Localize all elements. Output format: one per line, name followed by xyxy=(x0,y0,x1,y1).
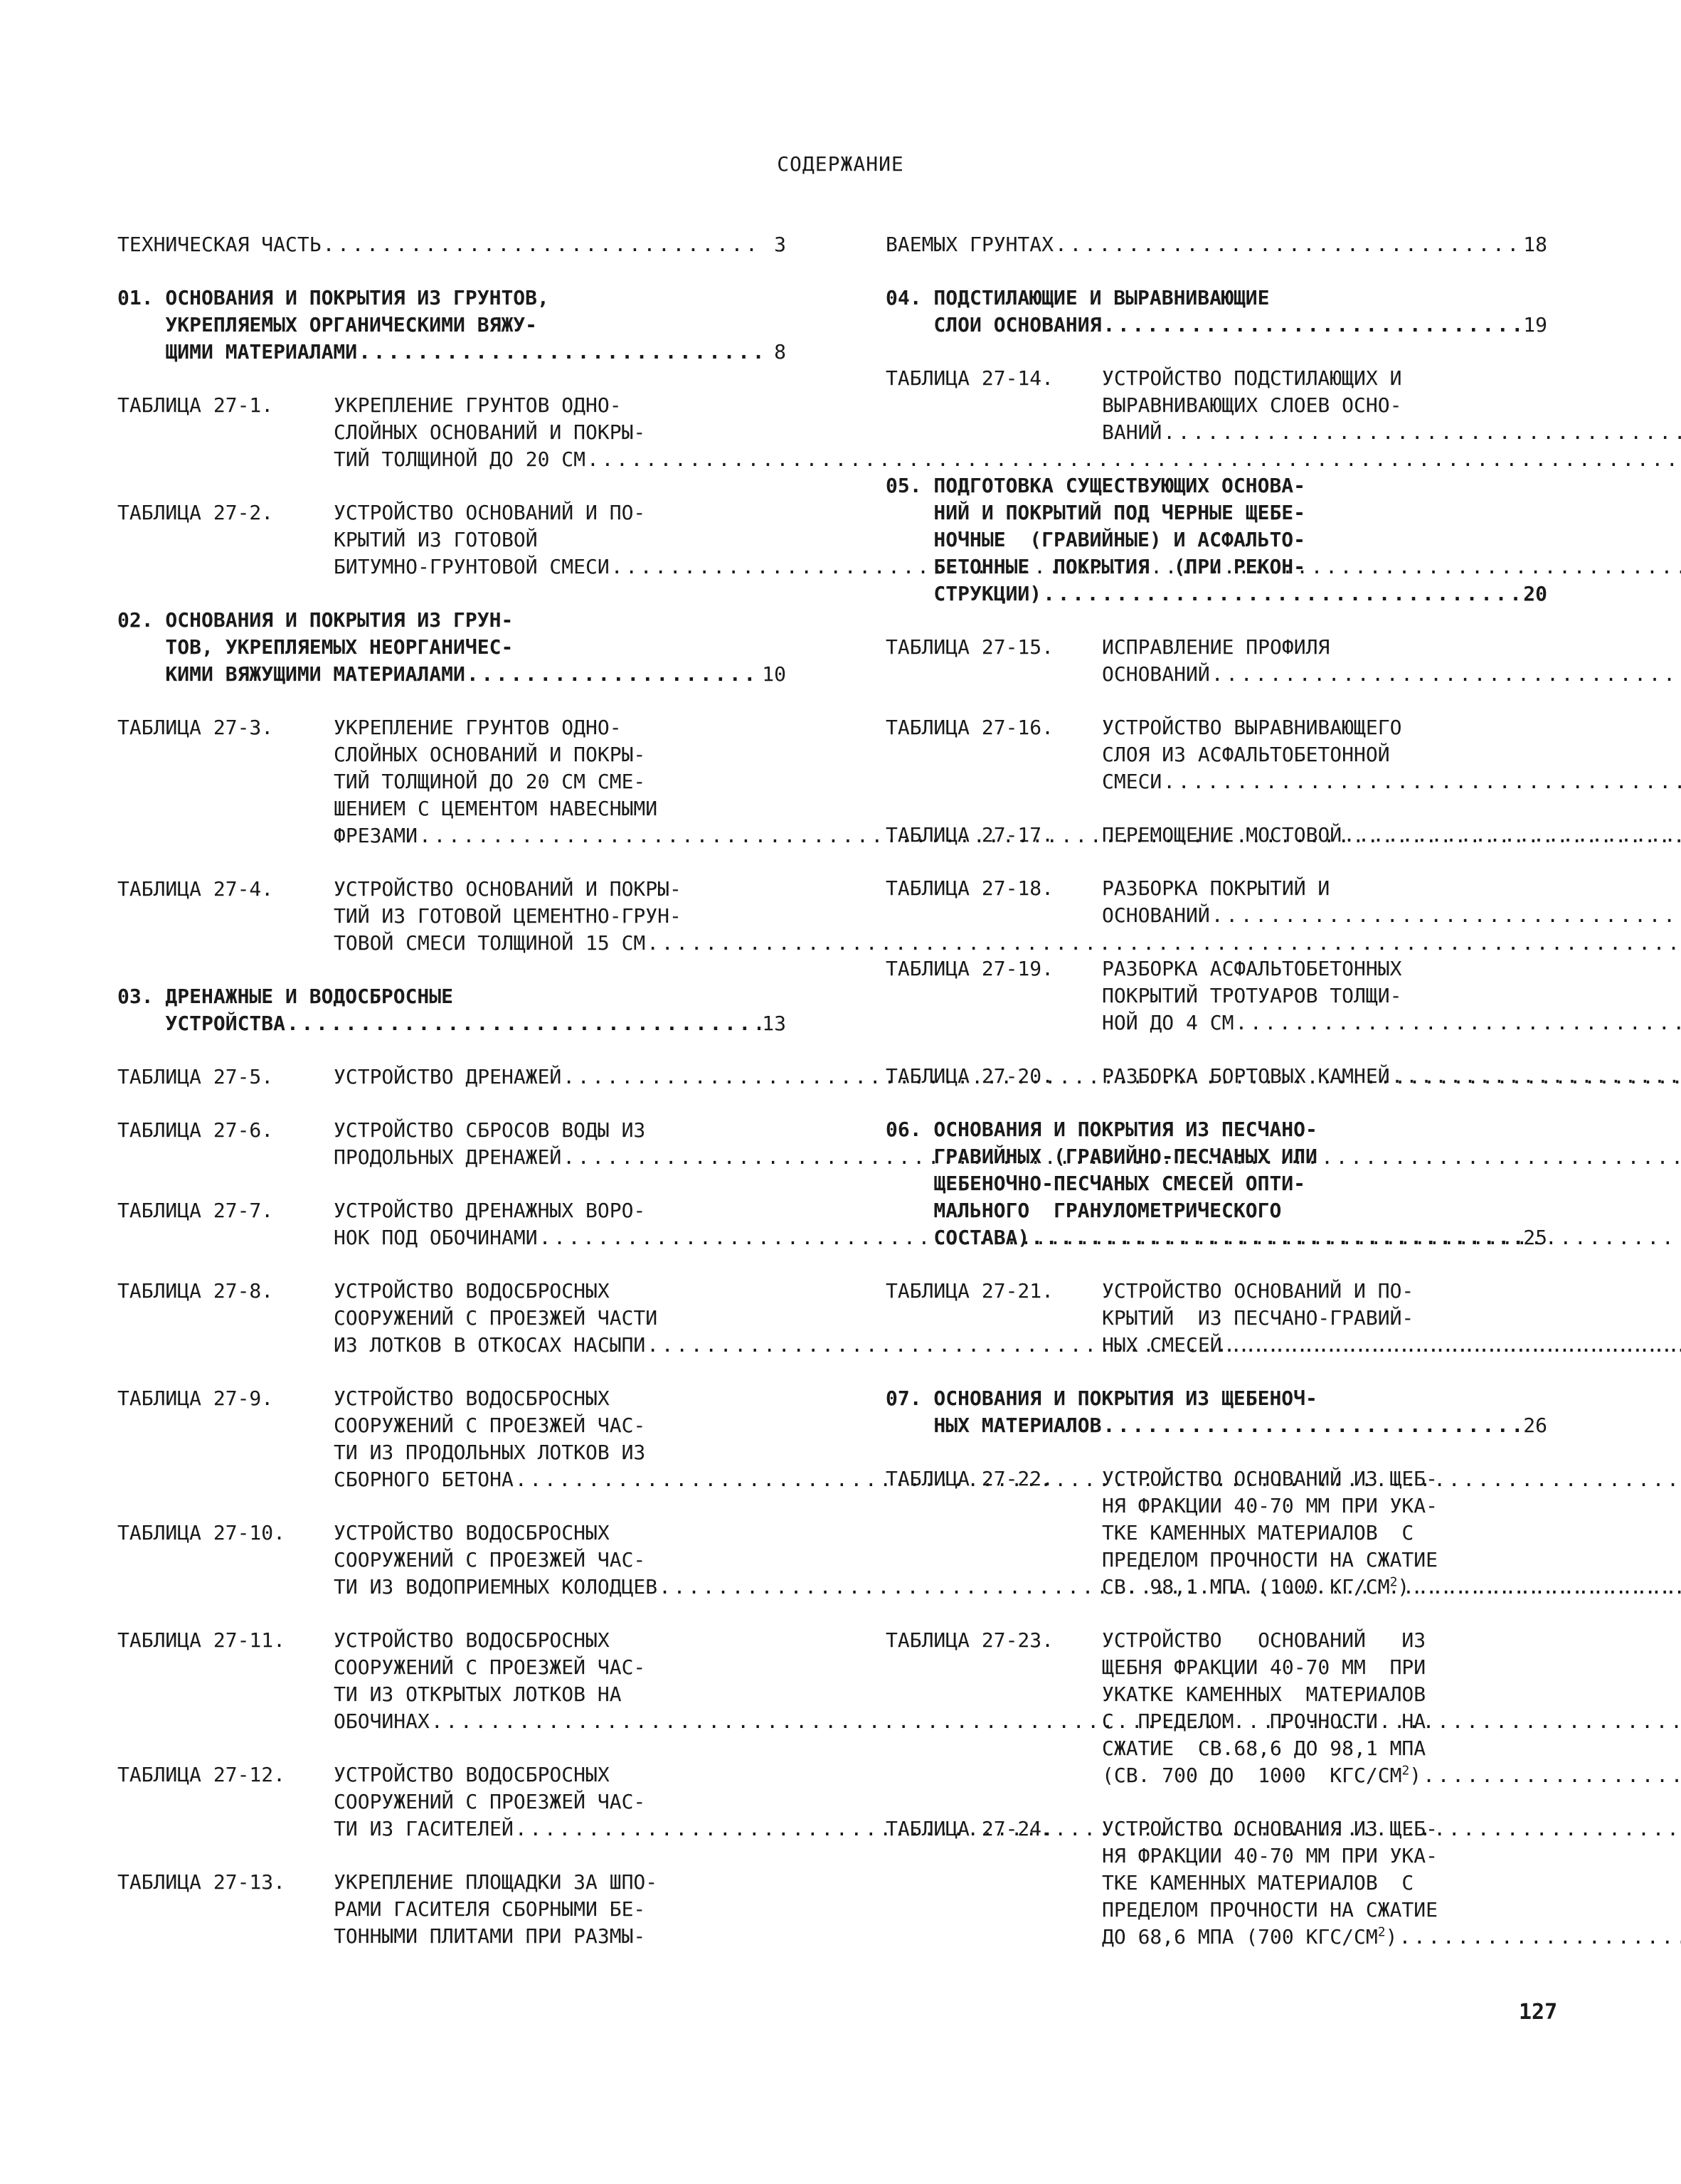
dot-leader xyxy=(1043,581,1522,608)
dot-leader xyxy=(1211,902,1681,929)
entry-line: УСТРОЙСТВО ВЫРАВНИВАЮЩЕГО xyxy=(1102,716,1402,739)
entry-line: ПРЕДЕЛОМ ПРОЧНОСТИ НА СЖАТИЕ xyxy=(1102,1548,1438,1571)
entry-title: ТИЙ ТОЛЩИНОЙ ДО 20 СМ xyxy=(334,447,586,471)
toc-entry xyxy=(886,634,1547,688)
entry-line: УСТРОЙСТВО ОСНОВАНИЙ ИЗ xyxy=(1102,1628,1426,1652)
entry-line: СООРУЖЕНИЙ С ПРОЕЗЖЕЙ ЧАС- xyxy=(334,1548,646,1571)
toc-entry xyxy=(886,1385,1547,1439)
toc-entry xyxy=(117,983,786,1037)
entry-line: УКАТКЕ КАМЕННЫХ МАТЕРИАЛОВ xyxy=(1102,1682,1426,1706)
entry-title: БИТУМНО-ГРУНТОВОЙ СМЕСИ xyxy=(334,555,610,578)
entry-line: УСТРОЙСТВО ОСНОВАНИЙ И ПО- xyxy=(1102,1279,1414,1303)
entry-line: РАЗБОРКА АСФАЛЬТОБЕТОННЫХ xyxy=(1102,957,1402,980)
entry-line: ТОВ, УКРЕПЛЯЕМЫХ НЕОРГАНИЧЕС- xyxy=(117,635,514,659)
dot-leader xyxy=(1391,1063,1681,1090)
table-label: ТАБЛИЦА 27-18. xyxy=(886,876,1054,900)
entry-line: СЛОЯ ИЗ АСФАЛЬТОБЕТОННОЙ xyxy=(1102,743,1390,766)
toc-entry xyxy=(117,1385,786,1493)
entry-line: УСТРОЙСТВО ОСНОВАНИЯ ИЗ ЩЕБ- xyxy=(1102,1817,1438,1840)
entry-line: СООРУЖЕНИЙ С ПРОЕЗЖЕЙ ЧАС- xyxy=(334,1414,646,1437)
entry-title: ФРЕЗАМИ xyxy=(334,824,418,847)
table-label: ТАБЛИЦА 27-9. xyxy=(117,1387,274,1410)
table-label: ТАБЛИЦА 27-22. xyxy=(886,1467,1054,1490)
dot-leader xyxy=(323,231,760,258)
entry-title: ЩИМИ МАТЕРИАЛАМИ xyxy=(117,340,358,364)
entry-line: ТИ ИЗ ПРОДОЛЬНЫХ ЛОТКОВ ИЗ xyxy=(334,1441,646,1464)
entry-title: ОБОЧИНАХ xyxy=(334,1709,430,1733)
entry-line: ТКЕ КАМЕННЫХ МАТЕРИАЛОВ С xyxy=(1102,1521,1414,1544)
table-label: ТАБЛИЦА 27-19. xyxy=(886,957,1054,980)
page-ref: 10 xyxy=(762,662,786,686)
entry-title: НЫХ СМЕСЕЙ xyxy=(1102,1333,1222,1357)
table-label: ТАБЛИЦА 27-13. xyxy=(117,1870,286,1894)
entry-line: ЩЕБЕНОЧНО-ПЕСЧАНЫХ СМЕСЕЙ ОПТИ- xyxy=(886,1172,1306,1195)
page-ref: 20 xyxy=(1523,582,1547,605)
toc-entry xyxy=(886,365,1547,446)
dot-leader xyxy=(287,1010,760,1037)
entry-title-tail: ) xyxy=(1409,1764,1422,1787)
table-label: ТАБЛИЦА 27-2. xyxy=(117,501,274,524)
dot-leader xyxy=(359,339,760,366)
table-label: ТАБЛИЦА 27-12. xyxy=(117,1763,286,1786)
entry-title: ТИ ИЗ ГАСИТЕЛЕЙ xyxy=(334,1817,514,1840)
toc-entry xyxy=(117,1064,786,1091)
dot-leader xyxy=(1399,1924,1681,1951)
entry-title-tail: ) xyxy=(1397,1575,1410,1599)
toc-entry xyxy=(117,1761,786,1843)
dot-leader xyxy=(1103,312,1522,339)
toc-entry xyxy=(117,1117,786,1171)
table-label: ТАБЛИЦА 27-3. xyxy=(117,716,274,739)
superscript: 2 xyxy=(1377,1924,1386,1940)
toc-entry xyxy=(886,875,1547,929)
entry-title: ИЗ ЛОТКОВ В ОТКОСАХ НАСЫПИ xyxy=(334,1333,646,1357)
entry-line: СЛОЙНЫХ ОСНОВАНИЙ И ПОКРЫ- xyxy=(334,420,646,444)
toc-left-column xyxy=(117,231,786,1976)
dot-leader xyxy=(1211,661,1681,688)
entry-title: ПРОДОЛЬНЫХ ДРЕНАЖЕЙ xyxy=(334,1145,562,1169)
entry-title-tail: ) xyxy=(1385,1925,1398,1949)
dot-leader xyxy=(1235,1009,1681,1037)
entry-line: С ПРЕДЕЛОМ ПРОЧНОСТИ НА xyxy=(1102,1709,1426,1733)
entry-line: ШЕНИЕМ С ЦЕМЕНТОМ НАВЕСНЫМИ xyxy=(334,797,658,820)
toc-entry xyxy=(886,285,1547,339)
table-label: ТАБЛИЦА 27-20. xyxy=(886,1064,1054,1088)
entry-line: СООРУЖЕНИЙ С ПРОЕЗЖЕЙ ЧАСТИ xyxy=(334,1306,658,1330)
entry-title: ОСНОВАНИЙ xyxy=(1102,662,1210,686)
toc-entry xyxy=(886,231,1547,258)
table-label: ТАБЛИЦА 27-4. xyxy=(117,877,274,901)
toc-entry xyxy=(117,231,786,258)
page-ref: 26 xyxy=(1523,1414,1547,1437)
dot-leader xyxy=(1031,1224,1522,1251)
entry-title: ВАЕМЫХ ГРУНТАХ xyxy=(886,233,1054,256)
dot-leader xyxy=(1163,419,1681,446)
entry-line: ТКЕ КАМЕННЫХ МАТЕРИАЛОВ С xyxy=(1102,1871,1414,1894)
entry-line: УСТРОЙСТВО ОСНОВАНИЙ И ПО- xyxy=(334,501,646,524)
entry-line: ПРЕДЕЛОМ ПРОЧНОСТИ НА СЖАТИЕ xyxy=(1102,1898,1438,1921)
entry-title: СВ. 98,1 МПА (1000 КГ/СМ xyxy=(1102,1575,1390,1599)
superscript: 2 xyxy=(1389,1574,1398,1590)
table-label: ТАБЛИЦА 27-11. xyxy=(117,1628,286,1652)
toc-entry xyxy=(886,472,1547,608)
toc-entry xyxy=(117,876,786,957)
entry-line: УСТРОЙСТВО ВОДОСБРОСНЫХ xyxy=(334,1387,610,1410)
toc-right-column xyxy=(886,231,1547,1977)
page-ref: 25 xyxy=(1523,1226,1547,1249)
entry-line: ГРАВИЙНЫХ (ГРАВИЙНО-ПЕСЧАНЫХ ИЛИ xyxy=(886,1145,1317,1168)
dot-leader xyxy=(1055,231,1522,258)
page-ref: 8 xyxy=(774,340,786,364)
entry-line: ЩЕБНЯ ФРАКЦИИ 40-70 ММ ПРИ xyxy=(1102,1655,1426,1679)
page-ref: 13 xyxy=(762,1012,786,1035)
dot-leader xyxy=(467,661,760,688)
entry-line: УСТРОЙСТВО ПОДСТИЛАЮЩИХ И xyxy=(1102,366,1402,390)
entry-line: СЖАТИЕ СВ.68,6 ДО 98,1 МПА xyxy=(1102,1737,1426,1760)
entry-line: 06. ОСНОВАНИЯ И ПОКРЫТИЯ ИЗ ПЕСЧАНО- xyxy=(886,1118,1317,1141)
entry-title: ТОВОЙ СМЕСИ ТОЛЩИНОЙ 15 СМ xyxy=(334,931,646,955)
toc-entry xyxy=(117,1627,786,1735)
entry-line: УСТРОЙСТВО ВОДОСБРОСНЫХ xyxy=(334,1279,610,1303)
entry-title: КИМИ ВЯЖУЩИМИ МАТЕРИАЛАМИ xyxy=(117,662,465,686)
entry-line: УСТРОЙСТВО ВОДОСБРОСНЫХ xyxy=(334,1628,610,1652)
entry-line: ПОКРЫТИЙ ТРОТУАРОВ ТОЛЩИ- xyxy=(1102,984,1402,1007)
entry-title: СОСТАВА) xyxy=(886,1226,1030,1249)
toc-entry xyxy=(886,822,1547,849)
entry-line: НЯ ФРАКЦИИ 40-70 ММ ПРИ УКА- xyxy=(1102,1844,1438,1867)
entry-line: КРЫТИЙ ИЗ ПЕСЧАНО-ГРАВИЙ- xyxy=(1102,1306,1414,1330)
entry-title: НЫХ МАТЕРИАЛОВ xyxy=(886,1414,1102,1437)
entry-line: СООРУЖЕНИЙ С ПРОЕЗЖЕЙ ЧАС- xyxy=(334,1655,646,1679)
dot-leader xyxy=(1343,822,1681,849)
entry-line: ТИЙ ИЗ ГОТОВОЙ ЦЕМЕНТНО-ГРУН- xyxy=(334,904,682,928)
entry-title: СМЕСИ xyxy=(1102,770,1162,793)
entry-title: ТИ ИЗ ВОДОПРИЕМНЫХ КОЛОДЦЕВ xyxy=(334,1575,658,1599)
table-label: ТАБЛИЦА 27-6. xyxy=(117,1118,274,1142)
entry-title: ДО 68,6 МПА (700 КГС/СМ xyxy=(1102,1925,1378,1949)
entry-line: УСТРОЙСТВО ВОДОСБРОСНЫХ xyxy=(334,1763,610,1786)
toc-entry xyxy=(886,1278,1547,1359)
entry-line: БЕТОННЫЕ ПОКРЫТИЯ (ПРИ РЕКОН- xyxy=(886,555,1306,578)
table-label: ТАБЛИЦА 27-10. xyxy=(117,1521,286,1544)
toc-entry xyxy=(886,1063,1547,1090)
dot-leader xyxy=(1411,1574,1681,1601)
table-label: ТАБЛИЦА 27-24. xyxy=(886,1817,1054,1840)
page-number: 127 xyxy=(1519,2000,1558,2025)
toc-entry xyxy=(117,499,786,581)
entry-title: РАЗБОРКА БОРТОВЫХ КАМНЕЙ xyxy=(1102,1064,1390,1088)
entry-line: ТОННЫМИ ПЛИТАМИ ПРИ РАЗМЫ- xyxy=(334,1924,646,1948)
entry-line: 01. ОСНОВАНИЯ И ПОКРЫТИЯ ИЗ ГРУНТОВ, xyxy=(117,286,549,309)
table-label: ТАБЛИЦА 27-7. xyxy=(117,1199,274,1222)
entry-line: УКРЕПЛЕНИЕ ПЛОЩАДКИ ЗА ШПО- xyxy=(334,1870,658,1894)
toc-entry xyxy=(117,1278,786,1359)
toc-entry xyxy=(886,714,1547,795)
entry-title: УСТРОЙСТВО ДРЕНАЖЕЙ xyxy=(334,1065,562,1088)
entry-line: УСТРОЙСТВО СБРОСОВ ВОДЫ ИЗ xyxy=(334,1118,646,1142)
table-label: ТАБЛИЦА 27-21. xyxy=(886,1279,1054,1303)
table-label: ТАБЛИЦА 27-16. xyxy=(886,716,1054,739)
toc-entry xyxy=(886,1815,1547,1951)
entry-title: (СВ. 700 ДО 1000 КГС/СМ xyxy=(1102,1764,1402,1787)
entry-line: ИСПРАВЛЕНИЕ ПРОФИЛЯ xyxy=(1102,635,1330,659)
table-label: ТАБЛИЦА 27-8. xyxy=(117,1279,274,1303)
toc-entry xyxy=(886,1627,1547,1789)
page-ref: 3 xyxy=(774,233,786,256)
entry-line: СООРУЖЕНИЙ С ПРОЕЗЖЕЙ ЧАС- xyxy=(334,1790,646,1813)
entry-line: УКРЕПЛЯЕМЫХ ОРГАНИЧЕСКИМИ ВЯЖУ- xyxy=(117,313,538,336)
entry-line: УСТРОЙСТВО ОСНОВАНИЙ И ПОКРЫ- xyxy=(334,877,682,901)
entry-line: ТИ ИЗ ОТКРЫТЫХ ЛОТКОВ НА xyxy=(334,1682,622,1706)
dot-leader xyxy=(1423,1762,1681,1789)
entry-line: УКРЕПЛЕНИЕ ГРУНТОВ ОДНО- xyxy=(334,393,622,417)
table-label: ТАБЛИЦА 27-1. xyxy=(117,393,274,417)
table-label: ТАБЛИЦА 27-17. xyxy=(886,823,1054,847)
superscript: 2 xyxy=(1401,1763,1410,1779)
entry-title: ПЕРЕМОЩЕНИЕ МОСТОВОЙ xyxy=(1102,823,1342,847)
entry-line: КРЫТИЙ ИЗ ГОТОВОЙ xyxy=(334,528,538,551)
entry-title: ОСНОВАНИЙ xyxy=(1102,903,1210,927)
entry-line: 02. ОСНОВАНИЯ И ПОКРЫТИЯ ИЗ ГРУН- xyxy=(117,608,514,632)
entry-line: СЛОЙНЫХ ОСНОВАНИЙ И ПОКРЫ- xyxy=(334,743,646,766)
entry-line: УСТРОЙСТВО ДРЕНАЖНЫХ ВОРО- xyxy=(334,1199,646,1222)
entry-title: УСТРОЙСТВА xyxy=(117,1012,286,1035)
entry-line: 07. ОСНОВАНИЯ И ПОКРЫТИЯ ИЗ ЩЕБЕНОЧ- xyxy=(886,1387,1317,1410)
entry-line: НЯ ФРАКЦИИ 40-70 ММ ПРИ УКА- xyxy=(1102,1494,1438,1517)
toc-entry xyxy=(117,1869,786,1950)
dot-leader xyxy=(1224,1332,1681,1359)
entry-title: НОЙ ДО 4 СМ xyxy=(1102,1011,1234,1034)
table-label: ТАБЛИЦА 27-5. xyxy=(117,1065,274,1088)
entry-line: НИЙ И ПОКРЫТИЙ ПОД ЧЕРНЫЕ ЩЕБЕ- xyxy=(886,501,1306,524)
entry-line: УСТРОЙСТВО ВОДОСБРОСНЫХ xyxy=(334,1521,610,1544)
entry-line: РАМИ ГАСИТЕЛЯ СБОРНЫМИ БЕ- xyxy=(334,1897,646,1921)
toc-entry xyxy=(117,607,786,688)
table-label: ТАБЛИЦА 27-23. xyxy=(886,1628,1054,1652)
toc-entry xyxy=(886,1465,1547,1601)
toc-entry xyxy=(117,392,786,473)
entry-title: ТЕХНИЧЕСКАЯ ЧАСТЬ xyxy=(117,233,322,256)
toc-entry xyxy=(117,1197,786,1251)
toc-entry xyxy=(117,285,786,366)
entry-line: УКРЕПЛЕНИЕ ГРУНТОВ ОДНО- xyxy=(334,716,622,739)
entry-line: ТИЙ ТОЛЩИНОЙ ДО 20 СМ СМЕ- xyxy=(334,770,646,793)
entry-line: 05. ПОДГОТОВКА СУЩЕСТВУЮЩИХ ОСНОВА- xyxy=(886,474,1306,497)
entry-line: 03. ДРЕНАЖНЫЕ И ВОДОСБРОСНЫЕ xyxy=(117,985,454,1008)
dot-leader xyxy=(1163,768,1681,795)
toc-entry xyxy=(886,1116,1547,1251)
table-label: ТАБЛИЦА 27-15. xyxy=(886,635,1054,659)
page-title: СОДЕРЖАНИЕ xyxy=(777,152,904,176)
toc-entry xyxy=(886,955,1547,1037)
entry-title: ВАНИЙ xyxy=(1102,420,1162,444)
page-ref: 18 xyxy=(1523,233,1547,256)
dot-leader xyxy=(1103,1412,1522,1439)
entry-line: МАЛЬНОГО ГРАНУЛОМЕТРИЧЕСКОГО xyxy=(886,1199,1282,1222)
page-ref: 19 xyxy=(1523,313,1547,336)
entry-line: РАЗБОРКА ПОКРЫТИЙ И xyxy=(1102,876,1330,900)
entry-line: 04. ПОДСТИЛАЮЩИЕ И ВЫРАВНИВАЮЩИЕ xyxy=(886,286,1270,309)
entry-title: СТРУКЦИИ) xyxy=(886,582,1042,605)
table-label: ТАБЛИЦА 27-14. xyxy=(886,366,1054,390)
toc-entry xyxy=(117,1520,786,1601)
entry-line: ВЫРАВНИВАЮЩИХ СЛОЕВ ОСНО- xyxy=(1102,393,1402,417)
entry-title: НОК ПОД ОБОЧИНАМИ xyxy=(334,1226,538,1249)
toc-entry xyxy=(117,714,786,849)
entry-title: СБОРНОГО БЕТОНА xyxy=(334,1468,514,1491)
entry-title: СЛОИ ОСНОВАНИЯ xyxy=(886,313,1102,336)
entry-line: УСТРОЙСТВО ОСНОВАНИЙ ИЗ ЩЕБ- xyxy=(1102,1467,1438,1490)
entry-line: НОЧНЫЕ (ГРАВИЙНЫЕ) И АСФАЛЬТО- xyxy=(886,528,1306,551)
